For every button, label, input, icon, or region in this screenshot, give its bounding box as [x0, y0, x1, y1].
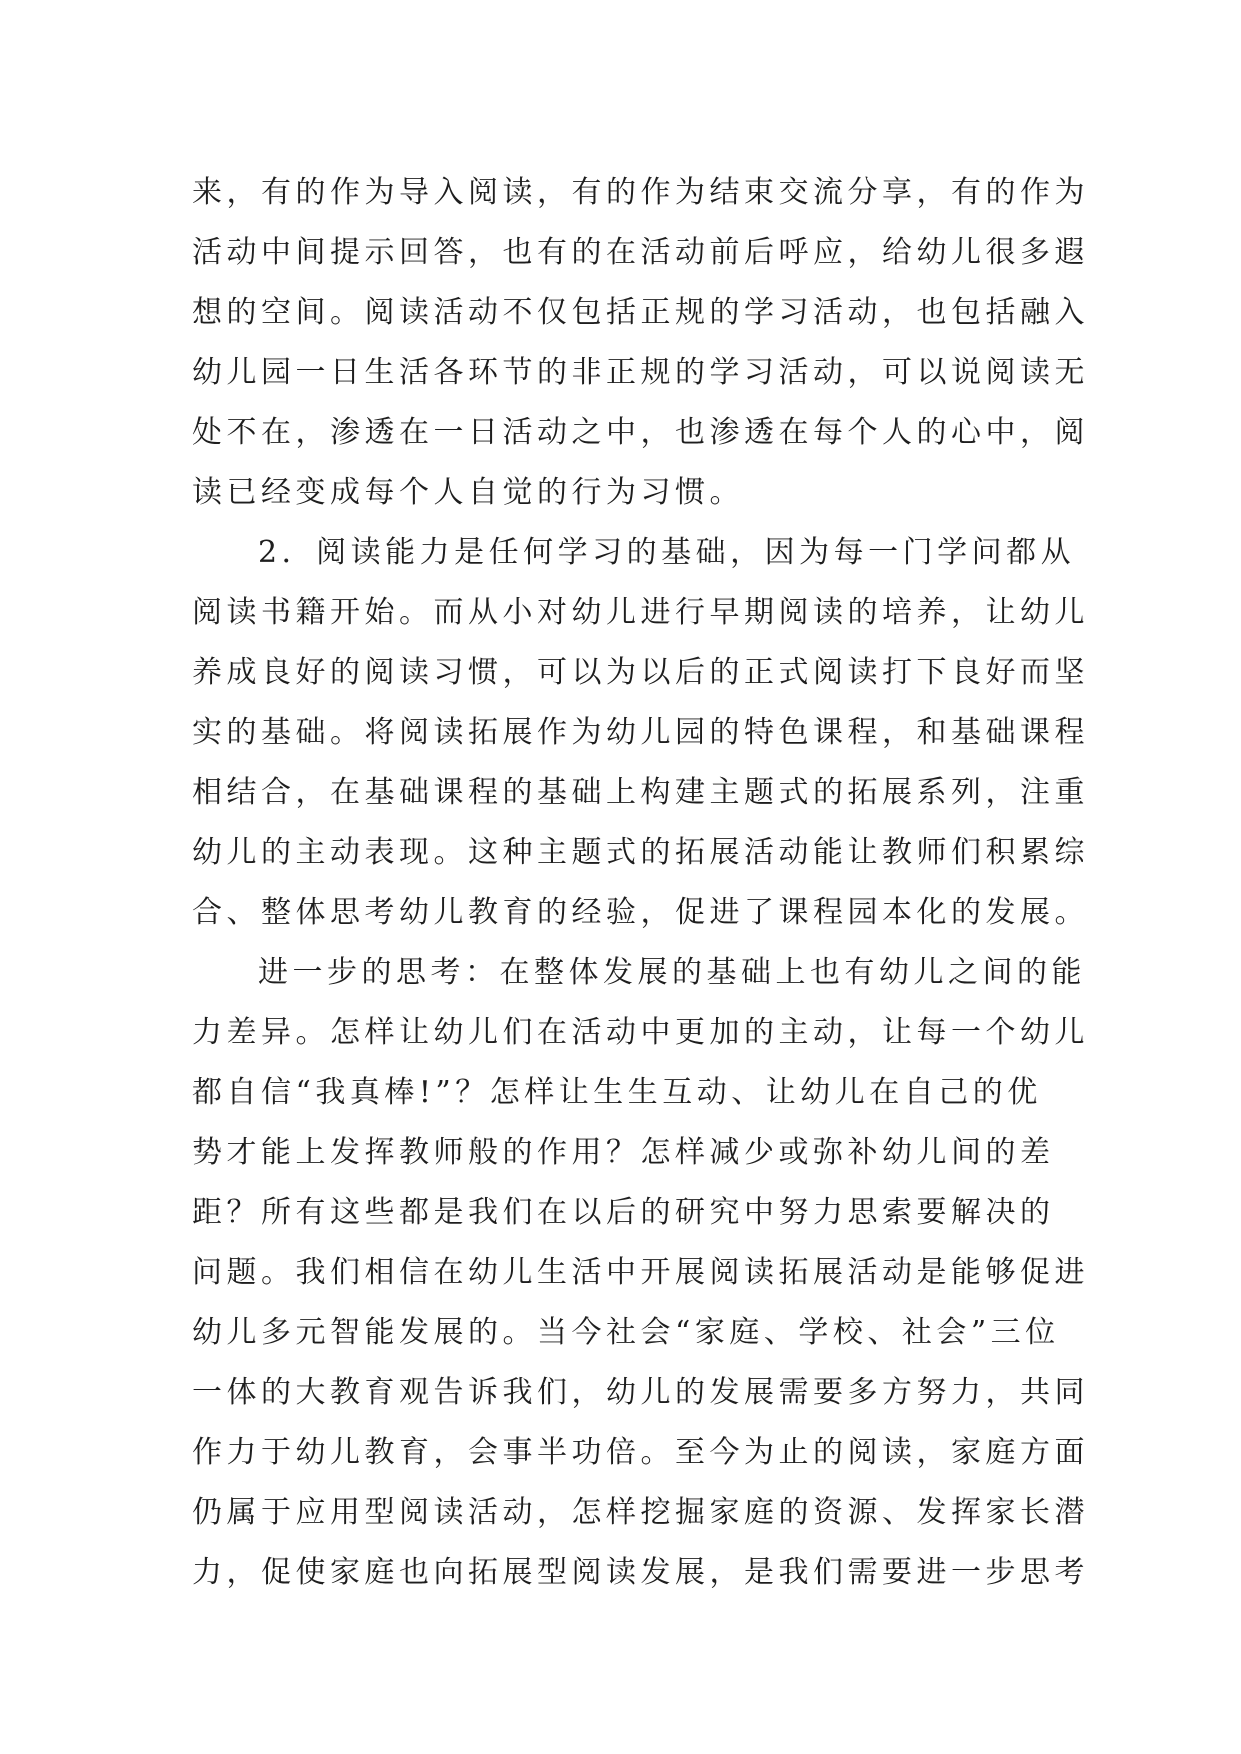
- text-line: 力差异。怎样让幼儿们在活动中更加的主动，让每一个幼儿: [192, 1015, 1089, 1050]
- text-line: 一体的大教育观告诉我们，幼儿的发展需要多方努力，共同: [192, 1375, 1089, 1410]
- text-line: 读已经变成每个人自觉的行为习惯。: [192, 475, 744, 510]
- text-line: 活动中间提示回答，也有的在活动前后呼应，给幼儿很多遐: [192, 235, 1089, 270]
- text-line: 仍属于应用型阅读活动，怎样挖掘家庭的资源、发挥家长潜: [192, 1495, 1089, 1530]
- text-line: 处不在，渗透在一日活动之中，也渗透在每个人的心中，阅: [192, 415, 1089, 450]
- text-line: 势才能上发挥教师般的作用？怎样减少或弥补幼儿间的差: [192, 1135, 1055, 1170]
- text-line: 幼儿多元智能发展的。当今社会“家庭、学校、社会”三位: [192, 1315, 1060, 1350]
- text-line: 相结合，在基础课程的基础上构建主题式的拓展系列，注重: [192, 775, 1089, 810]
- text-line: 实的基础。将阅读拓展作为幼儿园的特色课程，和基础课程: [192, 715, 1089, 750]
- text-line: 合、整体思考幼儿教育的经验，促进了课程园本化的发展。: [192, 895, 1089, 930]
- text-line: 养成良好的阅读习惯，可以为以后的正式阅读打下良好而坚: [192, 655, 1089, 690]
- paragraph-start-line: 进一步的思考：在整体发展的基础上也有幼儿之间的能: [258, 955, 1086, 990]
- text-line: 幼儿的主动表现。这种主题式的拓展活动能让教师们积累综: [192, 835, 1089, 870]
- body-text: [192, 163, 1089, 1603]
- text-line: 距？所有这些都是我们在以后的研究中努力思索要解决的: [192, 1195, 1055, 1230]
- text-line: 来，有的作为导入阅读，有的作为结束交流分享，有的作为: [192, 175, 1089, 210]
- text-line: 幼儿园一日生活各环节的非正规的学习活动，可以说阅读无: [192, 355, 1089, 390]
- paragraph-start-line: 2．阅读能力是任何学习的基础，因为每一门学问都从: [258, 535, 1076, 570]
- text-line: 问题。我们相信在幼儿生活中开展阅读拓展活动是能够促进: [192, 1255, 1089, 1290]
- text-line: 作力于幼儿教育，会事半功倍。至今为止的阅读，家庭方面: [192, 1435, 1089, 1470]
- text-line: 阅读书籍开始。而从小对幼儿进行早期阅读的培养，让幼儿: [192, 595, 1089, 630]
- text-line: 想的空间。阅读活动不仅包括正规的学习活动，也包括融入: [192, 295, 1089, 330]
- text-line: 力，促使家庭也向拓展型阅读发展，是我们需要进一步思考: [192, 1555, 1089, 1590]
- text-line: 都自信“我真棒!”？怎样让生生互动、让幼儿在自己的优: [192, 1075, 1042, 1110]
